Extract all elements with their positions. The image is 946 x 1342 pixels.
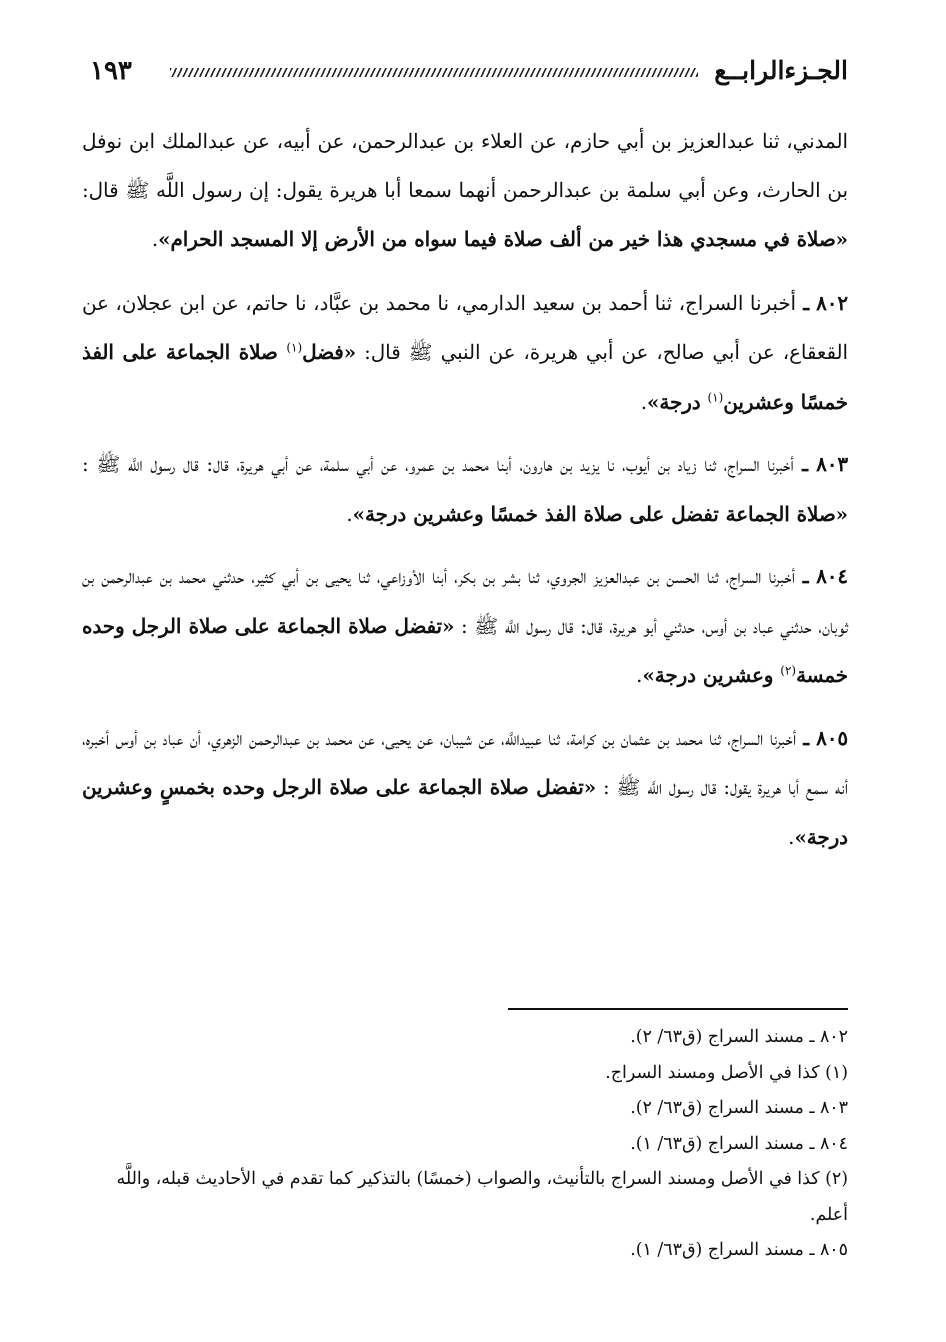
paragraph-lead: أخبرنا السراج، ثنا الحسن بن عبدالعزيز الجروي، ثنا بشر بن بكر، أبنا الأوزاعي، ثنا يحيى بن أبي كثير، حدثني محمد بن عبدالرحمن بن ثوبان، حدثني عباد بن أوس، حدثني أبو هريرة، قال: قال رسول اللَّه ﷺ : <box>82 565 848 638</box>
paragraph-lead: أخبرنا السراج، ثنا زياد بن أيوب، نا يزيد بن هارون، أبنا محمد بن عمرو، عن أبي سلمة، عن أبي هريرة، قال: قال رسول اللَّه ﷺ : <box>82 453 794 476</box>
page-number: ١٩٣ <box>90 56 132 86</box>
hadith-number: ٨٠٥ ـ <box>796 725 848 750</box>
hadith-paragraph-805 <box>82 714 848 863</box>
page-header <box>80 52 848 96</box>
paragraph-tail: . <box>346 502 353 526</box>
hadith-number: ٨٠٢ ـ <box>796 290 848 315</box>
paragraph-continuation <box>82 118 848 265</box>
footnote-line: ٨٠٤ ـ مسند السراج (ق٦٣/ ١). <box>630 1133 848 1154</box>
footnote-ref: (١) <box>707 389 724 404</box>
paragraph-lead: أخبرنا السراج، ثنا أحمد بن سعيد الدارمي، نا محمد بن عبَّاد، نا حاتم، عن ابن عجلان، عن القعقاع، عن أبي صالح، عن أبي هريرة، عن النبي ﷺ قال: <box>82 291 848 364</box>
paragraph-tail: . <box>636 664 643 687</box>
hadith-paragraph-802 <box>82 279 848 428</box>
hadith-paragraph-804 <box>82 552 848 701</box>
footnote-ref: (٢) <box>780 663 797 678</box>
footnote-line: ٨٠٣ ـ مسند السراج (ق٦٣/ ٢). <box>630 1098 848 1118</box>
paragraph-tail: . <box>640 390 647 414</box>
footnote-line: (٢) كذا في الأصل ومسند السراج بالتأنيث، والصواب (خمسًا) بالتذكير كما تقدم في الأحاديث قبله، واللَّه أعلم. <box>116 1169 848 1225</box>
hadith-text: وعشرين درجة» <box>642 663 781 687</box>
hadith-text: درجة» <box>647 389 708 414</box>
hadith-number: ٨٠٣ ـ <box>793 452 848 476</box>
footnote-line: (١) كذا في الأصل ومسند السراج. <box>605 1062 848 1083</box>
footnote-separator <box>508 1008 848 1010</box>
hadith-text: «صلاة في مسجدي هذا خير من ألف صلاة فيما سواه من الأرض إلا المسجد الحرام» <box>158 227 848 251</box>
running-title: الجـزءالرابــع <box>714 56 848 85</box>
paragraph-lead: أخبرنا السراج، ثنا محمد بن عثمان بن كرامة، ثنا عبيداللَّه، عن شيبان، عن يحيى، عن محمد بن عبدالرحمن الزهري، أن عباد بن أوس أخبره، أنه سمع أبا هريرة يقول: قال رسول اللَّه ﷺ : <box>82 726 848 799</box>
hadith-number: ٨٠٤ ـ <box>795 564 848 588</box>
main-text <box>82 118 848 875</box>
paragraph-tail: . <box>151 228 159 251</box>
footnotes <box>82 1020 848 1269</box>
header-decorative-rule <box>170 68 698 77</box>
hadith-text: «فضل <box>302 340 357 364</box>
paragraph-lead: المدني، ثنا عبدالعزيز بن أبي حازم، عن العلاء بن عبدالرحمن، عن أبيه، عن عبدالملك ابن نوفل بن الحارث، وعن أبي سلمة بن عبدالرحمن أنهما سمعا أبا هريرة يقول: إن رسول اللَّه ﷺ قال: <box>82 130 848 202</box>
footnote-line: ٨٠٥ ـ مسند السراج (ق٦٣/ ١). <box>630 1240 848 1260</box>
footnote-line: ٨٠٢ ـ مسند السراج (ق٦٣/ ٢). <box>630 1027 848 1047</box>
hadith-paragraph-803 <box>82 440 848 539</box>
footnote-ref: (١) <box>286 340 303 355</box>
paragraph-tail: . <box>788 825 795 849</box>
hadith-text: صلاة الجماعة على الفذ خمسًا وعشرين <box>82 340 848 414</box>
hadith-text: «صلاة الجماعة تفضل على صلاة الفذ خمسًا وعشرين درجة» <box>352 501 848 526</box>
hadith-text: «تفضل صلاة الجماعة على صلاة الرجل وحده بخمسٍ وعشرين درجة» <box>82 775 848 849</box>
hadith-text: «تفضل صلاة الجماعة على صلاة الرجل وحده خمسة <box>82 613 848 687</box>
